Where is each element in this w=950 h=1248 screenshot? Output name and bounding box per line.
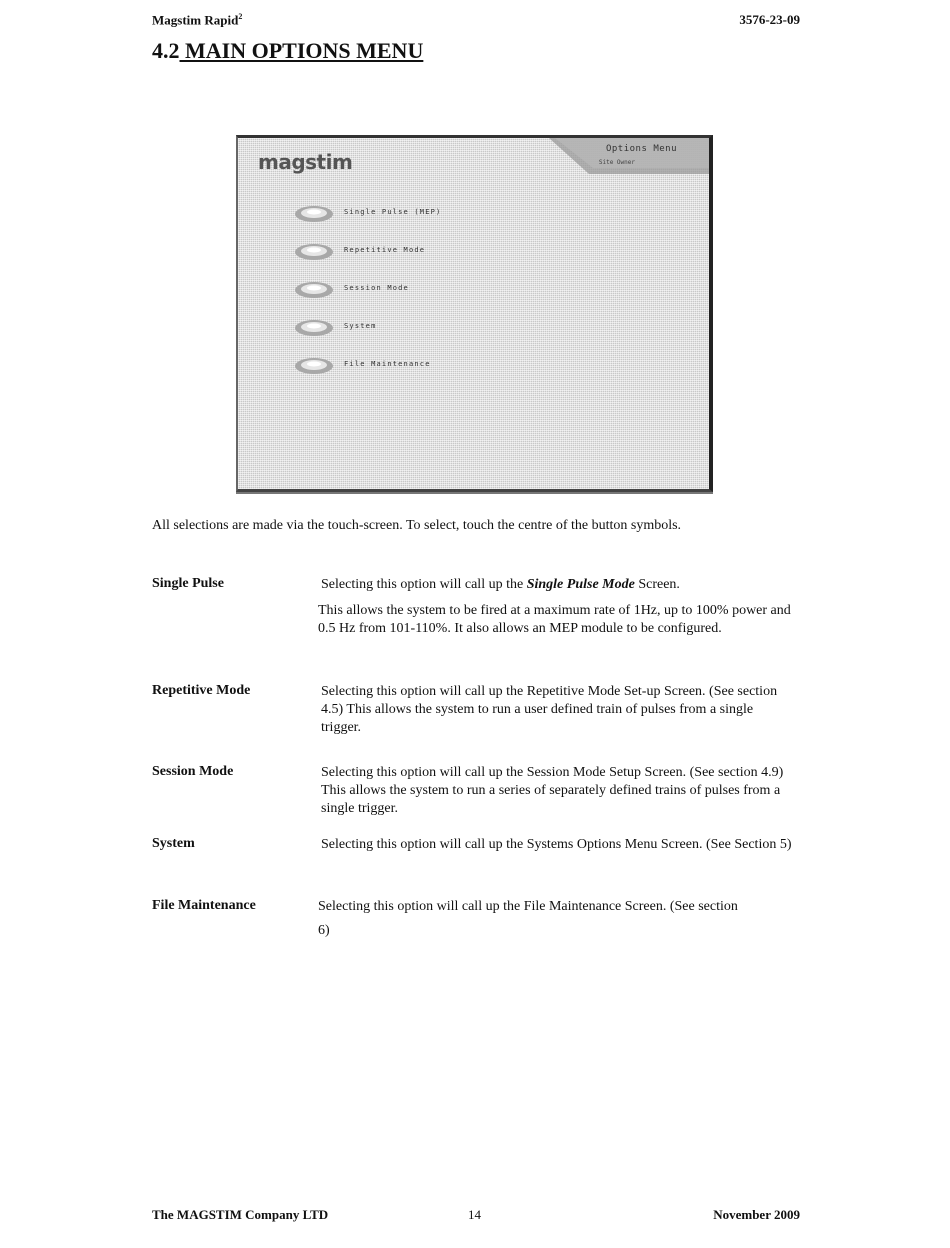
description-text: Selecting this option will call up the	[321, 577, 527, 592]
option-term: Repetitive Mode	[152, 683, 251, 698]
oval-button-icon[interactable]	[294, 204, 334, 224]
option-description	[318, 836, 796, 862]
screen-bottom-edge	[236, 492, 713, 494]
option-description	[318, 576, 796, 646]
option-term: System	[152, 836, 195, 851]
header-product	[152, 12, 242, 28]
header-product-name: Magstim Rapid	[152, 12, 239, 28]
header-product-superscript: 2	[238, 12, 243, 21]
oval-button-icon[interactable]	[294, 280, 334, 300]
footer-company: The MAGSTIM Company LTD	[152, 1207, 329, 1222]
device-screen-screenshot	[236, 135, 713, 492]
option-description-continuation: 6)	[318, 923, 330, 938]
header-document-number: 3576-23-09	[739, 12, 800, 27]
section-number: 4.2	[152, 38, 180, 63]
intro-text: All selections are made via the touch-screen. To select, touch the centre of the button symbols.	[152, 518, 682, 533]
options-menu-tab	[549, 138, 709, 174]
option-description-paragraph: This allows the system to be fired at a maximum rate of 1Hz, up to 100% power and 0.5 Hz from 101-110%. It also allows an MEP module to be configured.	[318, 603, 791, 636]
option-description	[318, 764, 796, 826]
menu-item-label: System	[344, 322, 377, 330]
menu-item-label: Repetitive Mode	[344, 246, 426, 254]
footer-date: November 2009	[713, 1207, 800, 1222]
option-description-paragraph: Selecting this option will call up the Session Mode Setup Screen. (See section 4.9) This allows the system to run a series of separately defined trains of pulses from a single trigger.	[321, 765, 784, 816]
section-heading	[152, 38, 423, 64]
menu-item-label: Session Mode	[344, 284, 409, 292]
oval-button-icon[interactable]	[294, 318, 334, 338]
option-term: File Maintenance	[152, 898, 256, 913]
description-text: Screen.	[634, 577, 680, 592]
magstim-logo: magstim	[258, 150, 353, 174]
option-term: Session Mode	[152, 764, 234, 779]
option-description-paragraph: Selecting this option will call up the Systems Options Menu Screen. (See Section 5)	[321, 837, 792, 852]
option-description-paragraph: Selecting this option will call up the File Maintenance Screen. (See section	[318, 899, 738, 914]
option-description-line	[318, 576, 796, 594]
menu-item-label: File Maintenance	[344, 360, 431, 368]
option-description	[318, 683, 796, 745]
oval-button-icon[interactable]	[294, 356, 334, 376]
oval-button-icon[interactable]	[294, 242, 334, 262]
section-title: MAIN OPTIONS MENU	[179, 38, 424, 63]
screen-subtitle: Site Owner	[598, 159, 635, 166]
option-description	[318, 898, 796, 948]
menu-item-label: Single Pulse (MEP)	[344, 208, 442, 216]
description-emphasis: Single Pulse Mode	[526, 577, 635, 592]
screen-title: Options Menu	[605, 144, 677, 154]
option-term: Single Pulse	[152, 576, 224, 591]
footer-page-number: 14	[468, 1207, 481, 1222]
option-description-paragraph: Selecting this option will call up the Repetitive Mode Set-up Screen. (See section 4.5) This allows the system to run a user defined train of pulses from a single trigger.	[321, 684, 778, 735]
